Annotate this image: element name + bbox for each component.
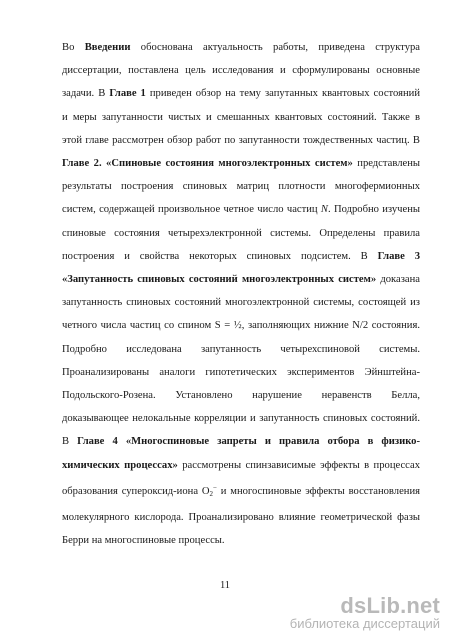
watermark-logo-graphic — [310, 592, 440, 618]
text-line: Подробно исследована запутанность четырехспиновой системы. — [62, 343, 420, 355]
text-line: и меры запутанности чистых и смешанных квантовых состояний. Также в — [62, 111, 420, 123]
text-line: Подольского-Розена. Установлено нарушение неравенств Белла, — [62, 390, 420, 402]
text-line: запутанность спиновых состояний многоэлектронной системы, состоящей из — [62, 297, 420, 309]
superscript: − — [213, 483, 217, 492]
text-line: диссертации, поставлена цель исследования и сформулированы основные — [62, 65, 420, 77]
text-line: результаты построения спиновых матриц плотности многофермионных — [62, 181, 420, 193]
watermark-tagline: библиотека диссертаций — [289, 616, 440, 631]
bold-text: химических процессах» — [62, 459, 178, 471]
bold-text: Главе 2. «Спиновые состояния многоэлектронных систем» — [62, 158, 353, 170]
text-line: химических процессах» рассмотрены спинзависимые эффекты в процессах — [62, 459, 420, 471]
text-line: систем, содержащей произвольное четное число частиц N. Подробно изучены — [62, 204, 420, 216]
text-line: четного числа частиц со спином S = ½, заполняющих нижние N/2 состояния. — [62, 320, 420, 332]
text-line: В Главе 4 «Многоспиновые запреты и правила отбора в физико- — [62, 436, 420, 448]
bold-text: Введении — [84, 42, 131, 53]
text-line: доказывающее нелокальные корреляции и запутанность спиновых состояний. — [62, 413, 420, 425]
subscript: 2 — [209, 489, 213, 498]
text-line: молекулярного кислорода. Проанализировано влияние геометрической фазы — [62, 512, 420, 524]
text-line: Проанализированы аналоги гипотетических экспериментов Эйнштейна- — [62, 366, 420, 378]
watermark — [230, 592, 440, 632]
bold-text: Главе 3 — [377, 250, 420, 262]
body-paragraph — [62, 36, 420, 552]
text-line: Берри на многоспиновые процессы. — [62, 535, 225, 547]
page-number: 11 — [219, 580, 231, 591]
text-line: Главе 2. «Спиновые состояния многоэлектронных систем» представлены — [62, 158, 420, 170]
bold-text: Главе 4 «Многоспиновые запреты и правила отбора в физико- — [77, 436, 420, 448]
italic-text: N — [320, 204, 328, 216]
text-line: задачи. В Главе 1 приведен обзор на тему запутанных квантовых состояний — [62, 88, 420, 100]
document-page — [62, 36, 420, 552]
text-line: образования супероксид-иона $O_2^-$ и многоспиновые эффекты восстановления — [62, 483, 420, 498]
text-line: Во Введении обоснована актуальность работы, приведена структура — [62, 42, 420, 53]
svg-text:dsLib.net: dsLib.net — [340, 593, 440, 618]
text-line: построения и свойства некоторых спиновых подсистем. В Главе 3 — [62, 250, 420, 262]
text-line: спиновые состояния четырехэлектронной системы. Определены правила — [62, 227, 420, 239]
bold-text: Главе 1 — [109, 88, 146, 100]
text-line: «Запутанность спиновых состояний многоэлектронных систем» доказана — [62, 274, 420, 286]
bold-text: «Запутанность спиновых состояний многоэлектронных систем» — [62, 274, 377, 286]
text-line: этой главе рассмотрен обзор работ по запутанности тождественных частиц. В — [62, 134, 420, 146]
